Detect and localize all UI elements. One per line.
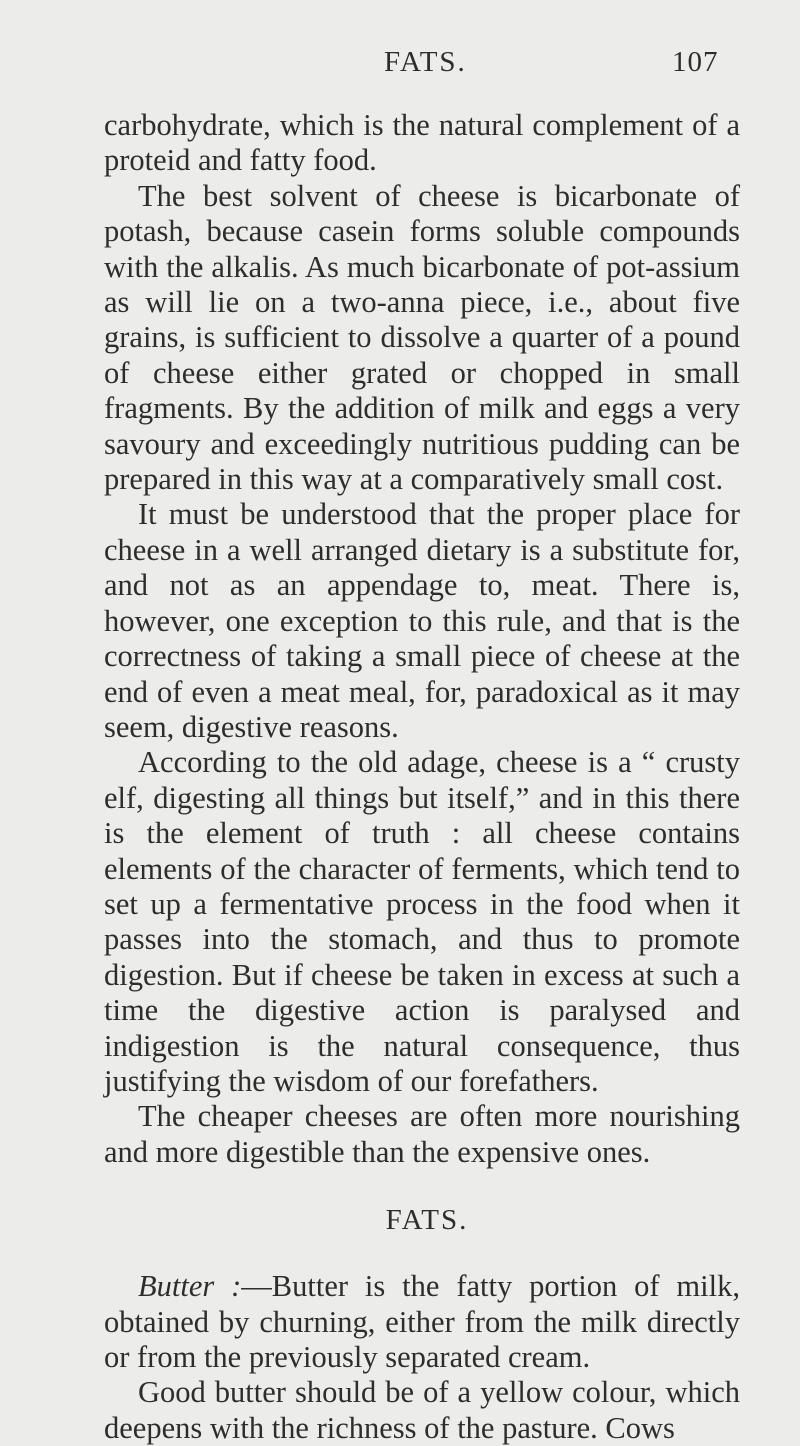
paragraph-proper-place: It must be understood that the proper place for cheese in a well arranged dietary is a substitute for, and not as an appendage to, meat. There is, however, one exception to this rule, and that is the correctness of taking a small piece of cheese at the end of even a meat meal, for, paradoxical as it may seem, digestive reasons. bbox=[104, 497, 740, 744]
paragraph-butter bbox=[104, 1269, 740, 1375]
paragraph-solvent: The best solvent of cheese is bicarbonate of potash, because casein forms soluble compounds with the alkalis. As much bicarbonate of pot-assium as will lie on a two-anna piece, i.e., about five grains, is sufficient to dissolve a quarter of a pound of cheese either grated or chopped in small fragments. By the addition of milk and eggs a very savoury and exceedingly nutritious pudding can be prepared in this way at a comparatively small cost. bbox=[104, 178, 740, 497]
paragraph-adage: According to the old adage, cheese is a “ crusty elf, digesting all things but itself,” and in this there is the element of truth : all cheese contains elements of the character of ferments, which tend to set up a fermentative process in the food when it passes into the stomach, and thus to promote digestion. But if cheese be taken in excess at such a time the digestive action is paralysed and indigestion is the natural consequence, thus justifying the wisdom of our forefathers. bbox=[104, 745, 740, 1098]
running-head bbox=[0, 46, 800, 86]
paragraph-butter-rest: —Butter is the fatty portion of milk, obtained by churning, either from the milk directly or from the previously separated cream. bbox=[104, 1269, 740, 1374]
body-text bbox=[104, 108, 740, 1446]
running-title: FATS. bbox=[384, 46, 467, 78]
paragraph-cheaper-cheeses: The cheaper cheeses are often more nourishing and more digestible than the expensive ones. bbox=[104, 1099, 740, 1169]
paragraph-good-butter: Good butter should be of a yellow colour, which deepens with the richness of the pasture. Cows bbox=[104, 1375, 740, 1445]
page-number: 107 bbox=[672, 46, 719, 78]
paragraph-continuation: carbohydrate, which is the natural complement of a proteid and fatty food. bbox=[104, 108, 740, 178]
section-heading: FATS. bbox=[385, 1204, 469, 1237]
lead-in-term: Butter : bbox=[138, 1269, 242, 1304]
